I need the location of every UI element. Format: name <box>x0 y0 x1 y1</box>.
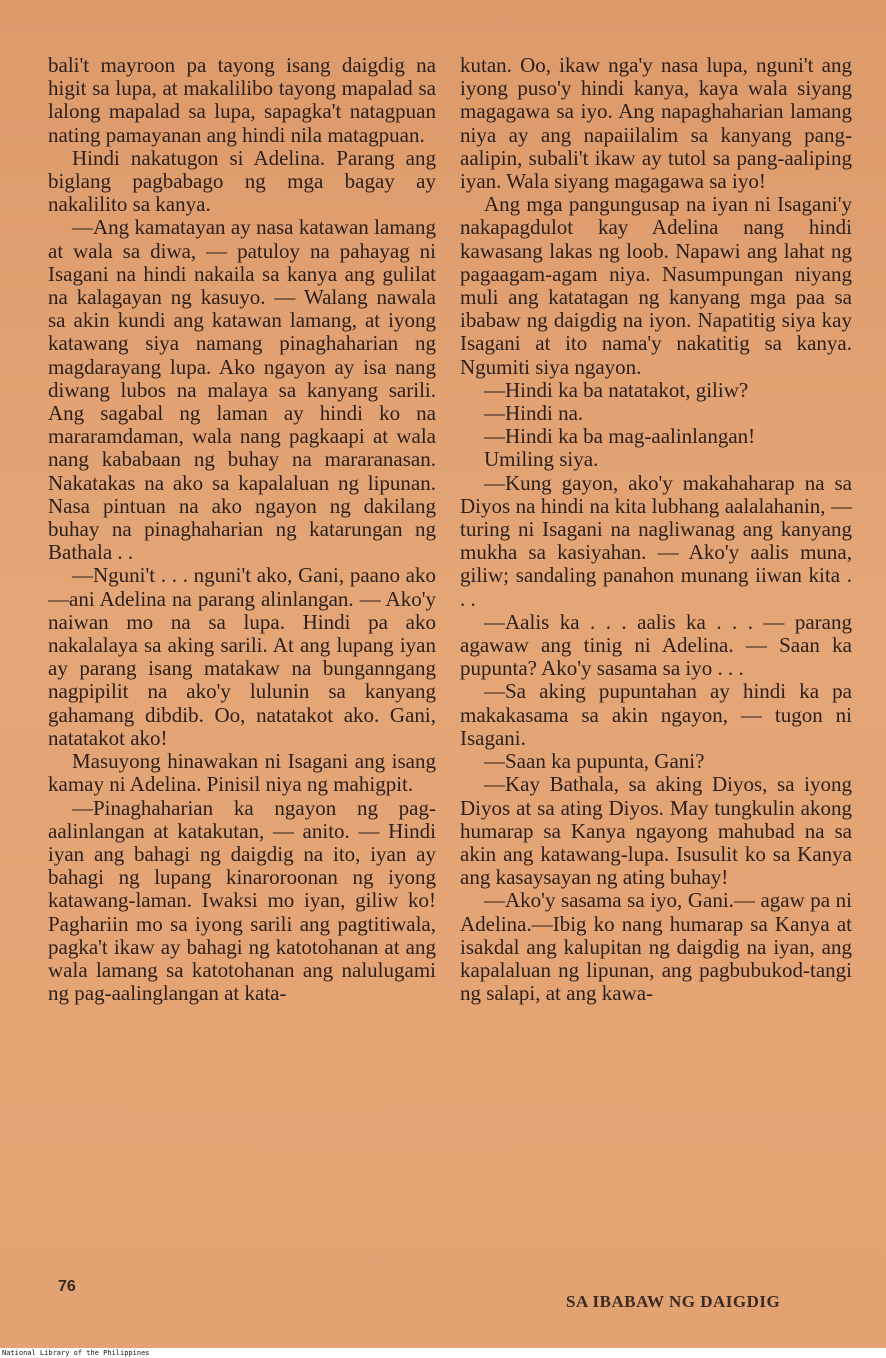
paragraph: —Sa aking pupuntahan ay hindi ka pa makakasama sa akin ngayon, — tugon ni Isagani. <box>460 679 852 750</box>
dialogue-line: —Saan ka pupunta, Gani? <box>484 749 705 774</box>
left-text-column <box>48 54 436 1005</box>
running-title: SA IBABAW NG DAIGDIG <box>566 1292 781 1311</box>
paragraph: Ang mga pangungusap na iyan ni Isagani'y nakapagdulot kay Adelina nang hindi kawasang lakas ng loob. Napawi ang lahat ng pagaagam-agam niya. Nasumpungan niyang muli ang katatagan ng kanyang mga paa sa ibabaw ng daigdig na iyon. Napatitig siya kay Isagani at ito nama'y nakatitig sa kanya. Ngumiti siya ngayon. <box>460 192 852 379</box>
paragraph: Masuyong hinawakan ni Isagani ang isang kamay ni Adelina. Pinisil niya ng mahigpit. <box>48 749 436 797</box>
dialogue-line: —Hindi na. <box>484 401 584 426</box>
dialogue-line: —Hindi ka ba mag-aalinlangan! <box>484 424 756 449</box>
paragraph: kutan. Oo, ikaw nga'y nasa lupa, nguni't ang iyong puso'y hindi kanya, kaya wala siyang magagawa sa iyo. Ang napaghaharian lamang niya ay ang napaiilalim sa kanyang pang-aalipin, subali't ikaw ay tutol sa pang-aaliping iyan. Wala siyang magagawa sa iyo! <box>460 53 852 194</box>
paragraph: Hindi nakatugon si Adelina. Parang ang biglang pagbabago ng mga bagay ay nakalilito sa kanya. <box>48 145 436 217</box>
paragraph: —Kay Bathala, sa aking Diyos, sa iyong Diyos at sa ating Diyos. May tungkulin akong humarap sa Kanya ngayong mahubad na sa akin ang katawang-lupa. Isusulit ko sa Kanya ang kasaysayan ng ating buhay! <box>460 772 852 890</box>
paragraph: bali't mayroon pa tayong isang daigdig na higit sa lupa, at makalilibo tayong mapalad sa lalong mapalad sa lupa, sapagka't natagpuan nating pamayanan ang hindi nila matagpuan. <box>48 53 436 147</box>
right-text-column <box>460 54 852 1005</box>
paragraph: —Kung gayon, ako'y makahaharap na sa Diyos na hindi na kita lubhang aalalahanin, — turing ni Isagani na nagliwanag ang kanyang mukha sa kasiyahan. — Ako'y aalis muna, giliw; sandaling panahon munang iiwan kita . . . <box>460 470 852 611</box>
library-credit: National Library of the Philippines <box>2 1349 150 1357</box>
paragraph: —Aalis ka . . . aalis ka . . . — parang agawaw ang tinig ni Adelina. — Saan ka pupunta? Ako'y sasama sa iyo . . . <box>460 609 852 681</box>
paragraph: Umiling siya. <box>484 447 599 472</box>
paragraph: —Ako'y sasama sa iyo, Gani.— agaw pa ni Adelina.—Ibig ko nang humarap sa Kanya at isakdal ang kalupitan ng daigdig na iyan, ang kapalaluan ng lipunan, ang pagbubukod-tangi ng salapi, at ang kawa- <box>460 888 852 1006</box>
paragraph: —Ang kamatayan ay nasa katawan lamang at wala sa diwa, — patuloy na pahayag ni Isagani na hindi nakaila sa kanya ang gulilat na kalagayan ng kasuyo. — Walang nawala sa akin kundi ang katawan lamang, at iyong katawang siya namang pinaghaharian ng magdarayang lupa. Ako ngayon ay isa nang diwang lubos na malaya sa kanyang sarili. Ang sagabal ng laman ay hindi ko na mararamdaman, wala nang pagkaapi at wala nang kababaan ng buhay na mararanasan. Nakatakas na ako sa kapalaluan ng lipunan. Nasa pintuan na ako ngayon ng dakilang buhay na pinaghaharian ng katarungan ng Bathala . . <box>48 215 436 565</box>
paragraph: —Pinaghaharian ka ngayon ng pag-aalinlangan at katakutan, — anito. — Hindi iyan ang bahagi ng daigdig na ito, iyan ay bahagi ng lupang kinaroroonan ng iyong katawang-laman. Iwaksi mo iyan, giliw ko! Paghariin mo sa iyong sarili ang pagtitiwala, pagka't ikaw ay bahagi ng katotohanan at ang wala lamang sa katotohanan ang nalulugami ng pag-aalinglangan at kata- <box>48 795 436 1006</box>
page-number: 76 <box>58 1278 76 1295</box>
dialogue-line: —Hindi ka ba natatakot, giliw? <box>484 377 749 402</box>
paragraph: —Nguni't . . . nguni't ako, Gani, paano ako —ani Adelina na parang alinlangan. — Ako'y naiwan mo na sa lupa. Hindi pa ako nakalalaya sa aking sarili. At ang lupang iyan ay parang isang matakaw na bunganngang nagpipilit na ako'y lulunin sa kanyang gahamang dibdib. Oo, natatakot ako. Gani, natatakot ako! <box>48 563 436 750</box>
